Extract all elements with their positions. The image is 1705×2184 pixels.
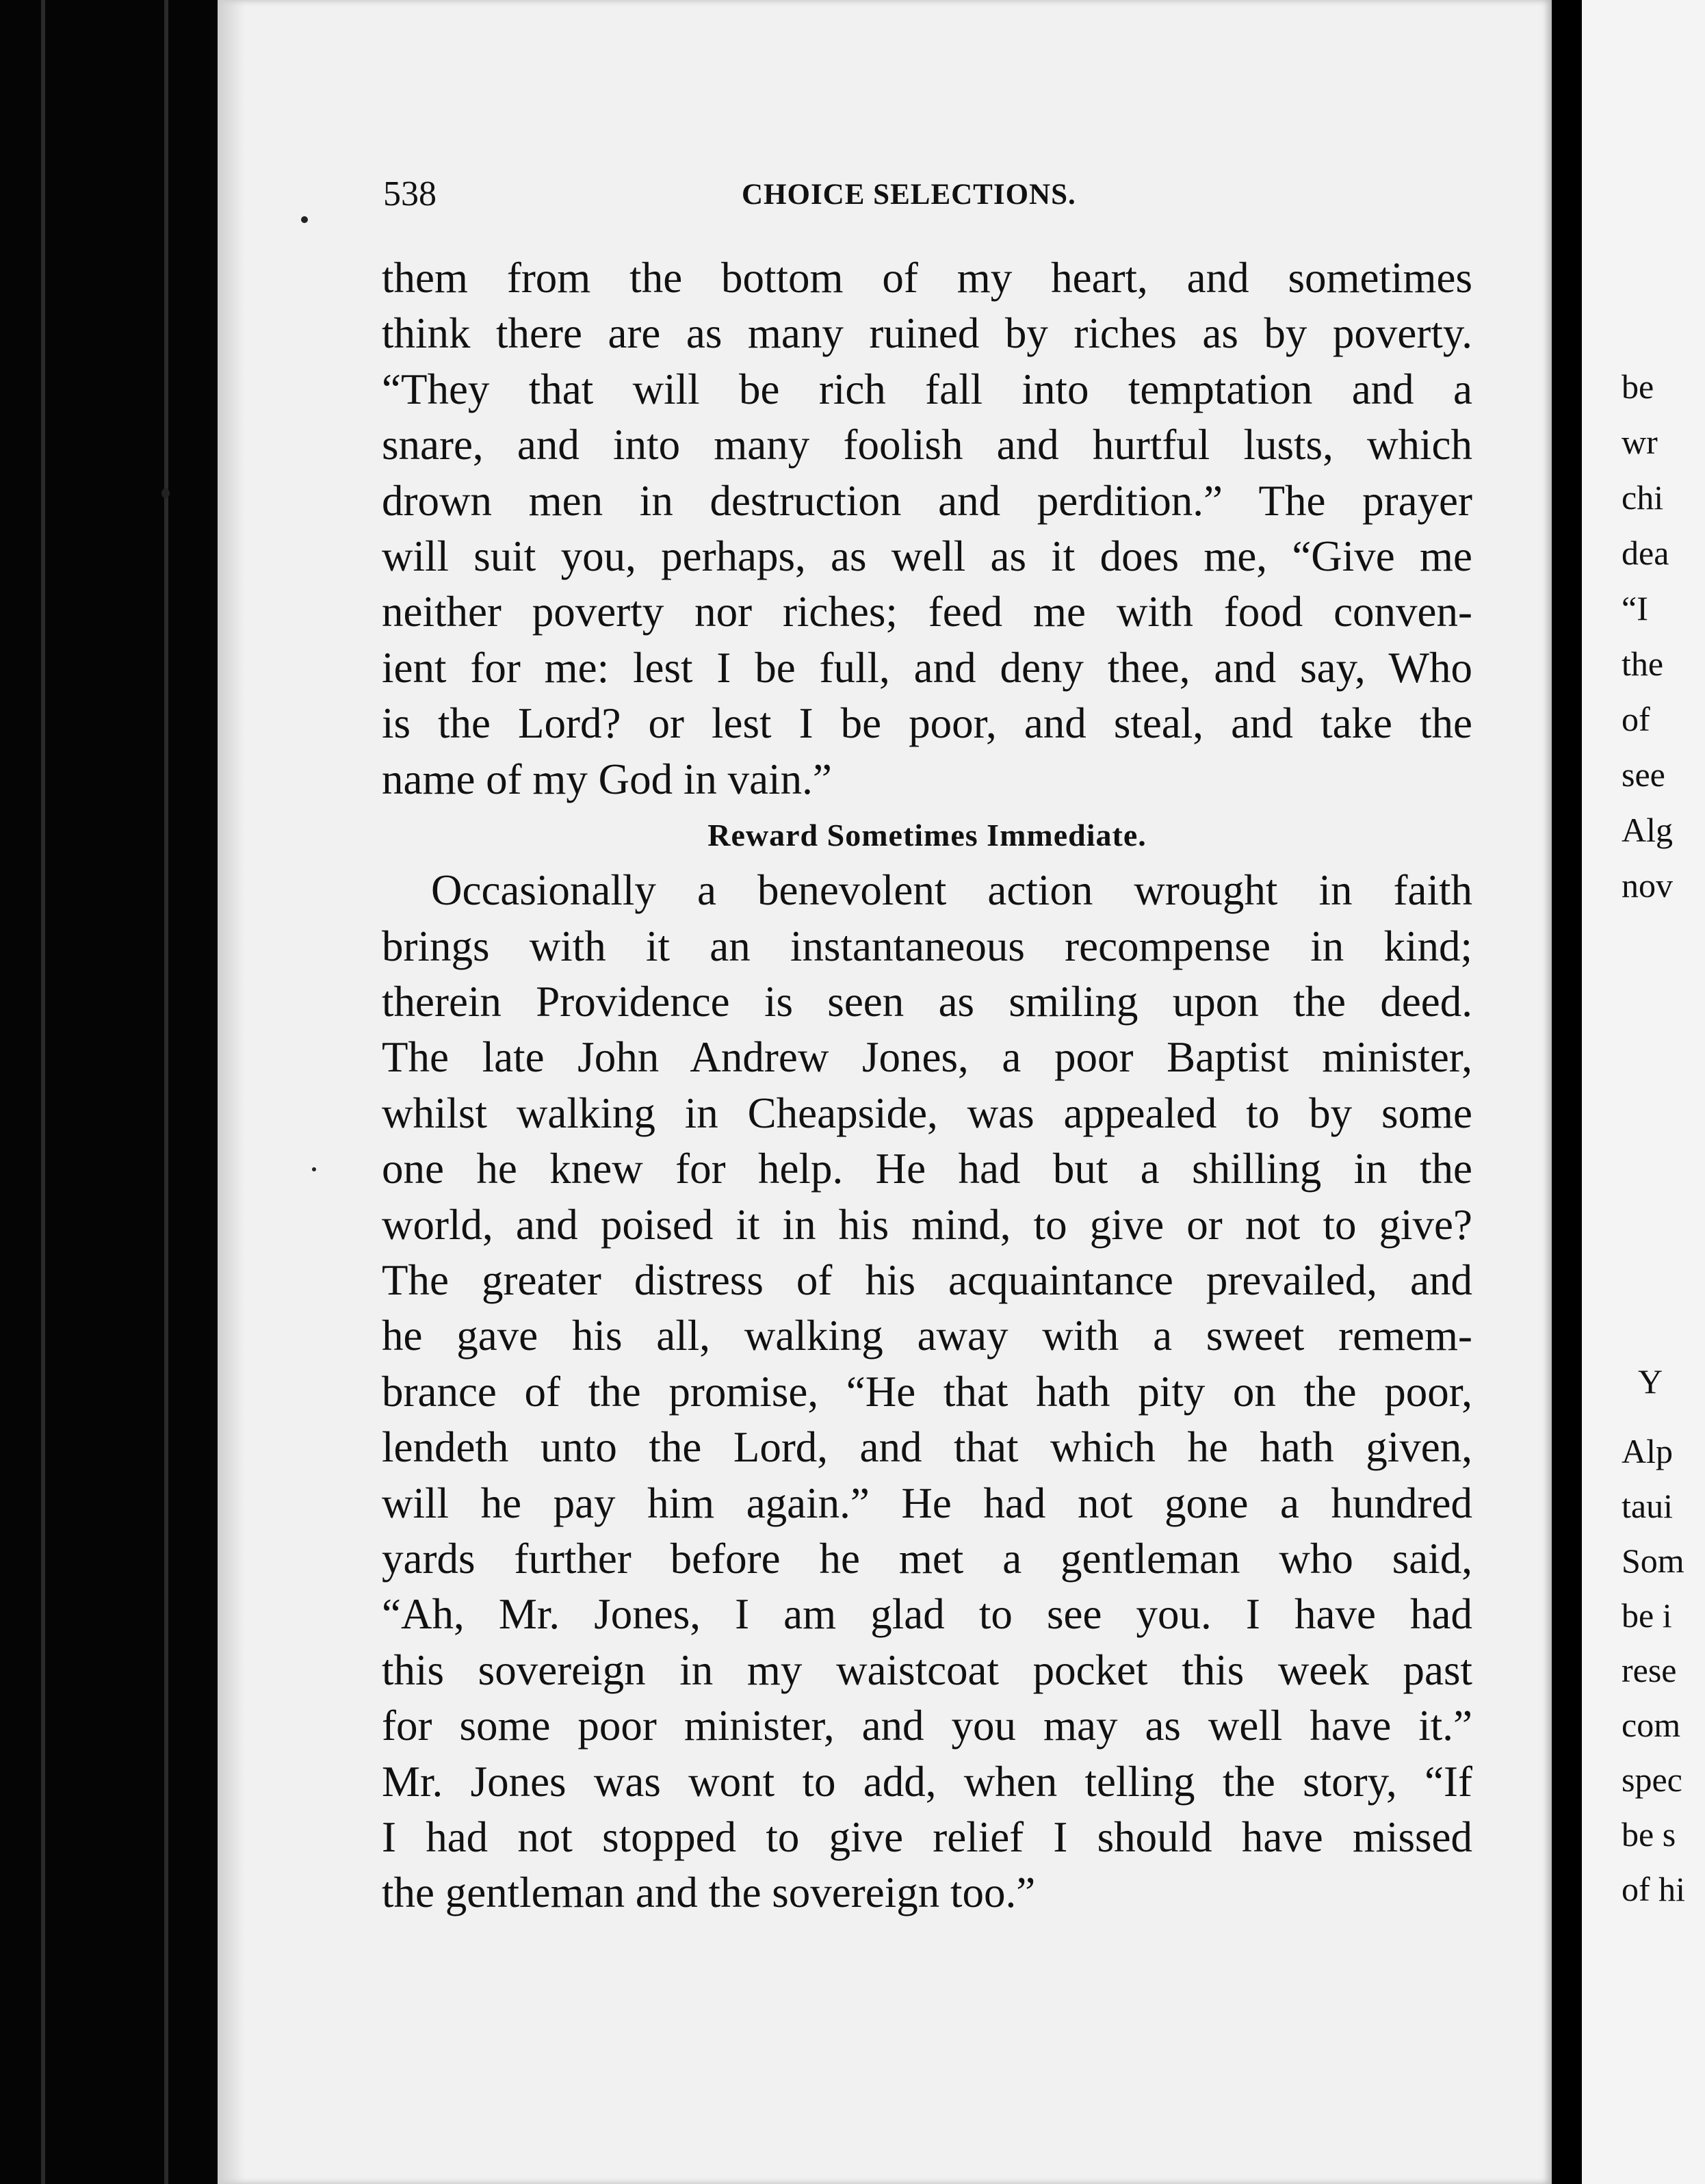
text-line: them from the bottom of my heart, and sometimes <box>382 254 1472 302</box>
scan-speck <box>161 489 170 498</box>
fragment-text: be s <box>1622 1815 1676 1854</box>
body-text <box>382 250 1472 1921</box>
text-line: Mr. Jones was wont to add, when telling the story, “If <box>382 1757 1472 1806</box>
fragment-text: be i <box>1622 1596 1672 1635</box>
text-line: Occasionally a benevolent action wrought in faith <box>431 866 1472 915</box>
text-line: is the Lord? or lest I be poor, and steal, and take the <box>382 699 1472 748</box>
scan-edge-stripe <box>164 0 168 2184</box>
fragment-text: of <box>1622 700 1650 738</box>
scan-speck <box>301 216 308 223</box>
fragment-text: wr <box>1622 423 1658 461</box>
text-line: “Ah, Mr. Jones, I am glad to see you. I have had <box>382 1590 1472 1639</box>
page-number: 538 <box>383 174 437 213</box>
text-line: The greater distress of his acquaintance prevailed, and <box>382 1256 1472 1305</box>
fragment-text: spec <box>1622 1760 1682 1799</box>
adjacent-page-fragment <box>1582 0 1705 2184</box>
text-line: “They that will be rich fall into temptation and a <box>382 365 1472 413</box>
running-head <box>383 174 1471 218</box>
fragment-text: chi <box>1622 478 1664 517</box>
text-line: neither poverty nor riches; feed me with food conven- <box>382 588 1472 636</box>
text-line: brance of the promise, “He that hath pity on the poor, <box>382 1367 1472 1416</box>
text-line: drown men in destruction and perdition.” The prayer <box>382 476 1472 525</box>
fragment-text: see <box>1622 755 1665 794</box>
fragment-text: com <box>1622 1706 1681 1744</box>
fragment-text: dea <box>1622 534 1669 572</box>
fragment-text: taui <box>1622 1487 1673 1525</box>
fragment-text: Alp <box>1622 1432 1673 1470</box>
text-line: will he pay him again.” He had not gone a hundred <box>382 1479 1472 1527</box>
text-line: think there are as many ruined by riches as by poverty. <box>382 309 1472 358</box>
page-edge-shadow <box>218 0 245 2184</box>
fragment-text: nov <box>1622 866 1673 905</box>
scan-left-margin <box>0 0 218 2184</box>
text-line: The late John Andrew Jones, a poor Baptist minister, <box>382 1033 1472 1082</box>
text-line: yards further before he met a gentleman who said, <box>382 1534 1472 1583</box>
text-line: he gave his all, walking away with a sweet remem- <box>382 1312 1472 1360</box>
fragment-text: “I <box>1622 589 1648 627</box>
fragment-text: rese <box>1622 1651 1677 1689</box>
text-line: brings with it an instantaneous recompense in kind; <box>382 922 1472 970</box>
text-line: lendeth unto the Lord, and that which he hath given, <box>382 1423 1472 1472</box>
text-line: therein Providence is seen as smiling upon the deed. <box>382 978 1472 1026</box>
running-title: CHOICE SELECTIONS. <box>742 179 1076 211</box>
text-line: the gentleman and the sovereign too.” <box>382 1869 1036 1917</box>
text-line: name of my God in vain.” <box>382 755 832 803</box>
fragment-text: Y <box>1638 1362 1663 1401</box>
text-line: this sovereign in my waistcoat pocket this week past <box>382 1646 1472 1694</box>
page-gutter <box>1552 0 1582 2184</box>
fragment-text: Som <box>1622 1542 1684 1580</box>
fragment-text: be <box>1622 367 1654 406</box>
section-heading: Reward Sometimes Immediate. <box>707 817 1147 853</box>
text-line: ient for me: lest I be full, and deny thee, and say, Who <box>382 643 1472 692</box>
text-line: will suit you, perhaps, as well as it does me, “Give me <box>382 532 1472 580</box>
scan-edge-stripe <box>41 0 45 2184</box>
text-line: world, and poised it in his mind, to give or not to give? <box>382 1200 1472 1249</box>
fragment-text: of hi <box>1622 1870 1686 1908</box>
text-line: one he knew for help. He had but a shilling in the <box>382 1145 1472 1193</box>
scan-speck <box>312 1167 316 1171</box>
text-line: snare, and into many foolish and hurtful lusts, which <box>382 421 1472 469</box>
fragment-text: the <box>1622 645 1664 683</box>
text-line: whilst walking in Cheapside, was appealed to by some <box>382 1089 1472 1137</box>
fragment-text: Alg <box>1622 811 1673 849</box>
text-line: for some poor minister, and you may as well have it.” <box>382 1702 1472 1750</box>
text-line: I had not stopped to give relief I should have missed <box>382 1812 1472 1861</box>
